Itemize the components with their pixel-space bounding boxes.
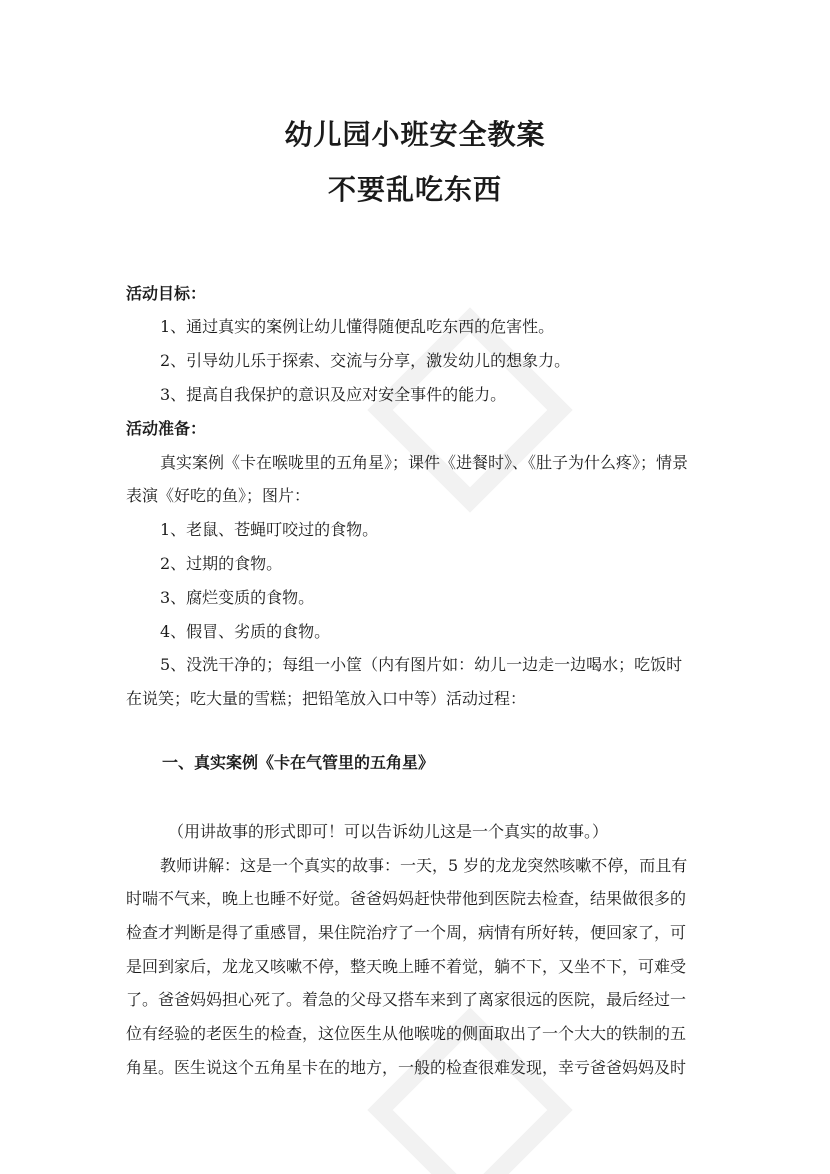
story-line: 教师讲解：这是一个真实的故事：一天，5 岁的龙龙突然咳嗽不停，而且有	[160, 856, 688, 875]
preparation-item-continued: 在说笑；吃大量的雪糕；把铅笔放入口中等）活动过程：	[126, 689, 527, 708]
story-note: （用讲故事的形式即可！可以告诉幼儿这是一个真实的故事。）	[168, 822, 609, 841]
preparation-item: 4、假冒、劣质的食物。	[160, 622, 331, 641]
preparation-intro: 真实案例《卡在喉咙里的五角星》；课件《进餐时》、《肚子为什么疼》；情景	[160, 453, 689, 472]
document-subtitle: 不要乱吃东西	[327, 173, 502, 206]
story-line: 了。爸爸妈妈担心死了。着急的父母又搭车来到了离家很远的医院，最后经过一	[126, 990, 687, 1009]
goals-heading: 活动目标：	[126, 284, 207, 303]
story-line: 是回到家后，龙龙又咳嗽不停，整天晚上睡不着觉，躺不下，又坐不下，可难受	[126, 957, 687, 976]
goal-item: 2、引导幼儿乐于探索、交流与分享，激发幼儿的想象力。	[160, 351, 571, 370]
preparation-item: 1、老鼠、苍蝇叮咬过的食物。	[160, 520, 379, 539]
story-line: 检查才判断是得了重感冒，果住院治疗了一个周，病情有所好转，便回家了，可	[126, 923, 687, 942]
story-line: 时喘不气来，晚上也睡不好觉。爸爸妈妈赶快带他到医院去检查，结果做很多的	[126, 889, 687, 908]
preparation-item: 3、腐烂变质的食物。	[160, 588, 315, 607]
goal-item: 3、提高自我保护的意识及应对安全事件的能力。	[160, 385, 507, 404]
preparation-intro-continued: 表演《好吃的鱼》；图片：	[126, 486, 311, 505]
preparation-heading: 活动准备：	[126, 419, 207, 438]
preparation-item: 5、没洗干净的；每组一小筐（内有图片如：幼儿一边走一边喝水；吃饭时	[160, 655, 683, 674]
story-line: 位有经验的老医生的检查，这位医生从他喉咙的侧面取出了一个大大的铁制的五	[126, 1024, 687, 1043]
preparation-item: 2、过期的食物。	[160, 554, 283, 573]
document-title: 幼儿园小班安全教案	[284, 118, 546, 151]
section-heading: 一、真实案例《卡在气管里的五角星》	[162, 753, 435, 772]
story-line: 角星。医生说这个五角星卡在的地方，一般的检查很难发现，幸亏爸爸妈妈及时	[126, 1058, 687, 1077]
goal-item: 1、通过真实的案例让幼儿懂得随便乱吃东西的危害性。	[160, 317, 555, 336]
